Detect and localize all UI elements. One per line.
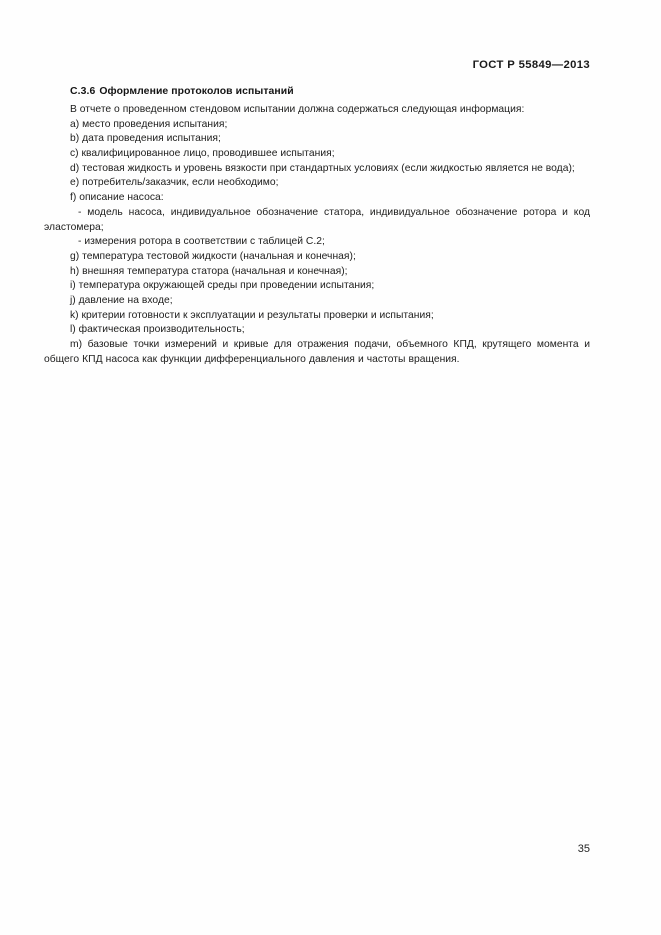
list-item-d: d) тестовая жидкость и уровень вязкости при стандартных условиях (если жидкостью является не вода);: [70, 162, 575, 174]
section-number: C.3.6: [70, 86, 96, 97]
list-item-m: m) базовые точки измерений и кривые для отражения подачи, объемного КПД, крутящего момента и общего КПД насоса как функции дифференциального давления и частоты вращения.: [44, 339, 590, 365]
list-item-c: c) квалифицированное лицо, проводившее испытания;: [70, 148, 335, 159]
running-header-standard-number: ГОСТ Р 55849—2013: [472, 59, 590, 71]
list-item-b: b) дата проведения испытания;: [70, 133, 221, 145]
section-heading: [70, 85, 590, 100]
list-item-j: j) давление на входе;: [70, 295, 173, 307]
list-item-h: h) внешняя температура статора (начальная и конечная);: [70, 265, 348, 277]
page-content: [44, 85, 590, 368]
list-item-f-sub-2: - измерения ротора в соответствии с таблицей С.2;: [78, 236, 325, 248]
list-item-k: k) критерии готовности к эксплуатации и результаты проверки и испытания;: [70, 309, 434, 321]
list-item-e: e) потребитель/заказчик, если необходимо;: [70, 177, 279, 189]
list-item-f-sub-1: - модель насоса, индивидуальное обозначение статора, индивидуальное обозначение ротора и код эластомера;: [44, 206, 590, 233]
page-number: 35: [577, 843, 590, 855]
section-title: Оформление протоколов испытаний: [99, 86, 294, 97]
list-item-a: a) место проведения испытания;: [70, 118, 228, 130]
list-item-i: i) температура окружающей среды при проведении испытания;: [70, 280, 375, 292]
list-item-l: l) фактическая производительность;: [70, 324, 245, 336]
list-item-g: g) температура тестовой жидкости (начальная и конечная);: [70, 250, 356, 262]
list-item-f: f) описание насоса:: [70, 192, 164, 204]
intro-paragraph: В отчете о проведенном стендовом испытании должна содержаться следующая информация:: [70, 103, 525, 115]
